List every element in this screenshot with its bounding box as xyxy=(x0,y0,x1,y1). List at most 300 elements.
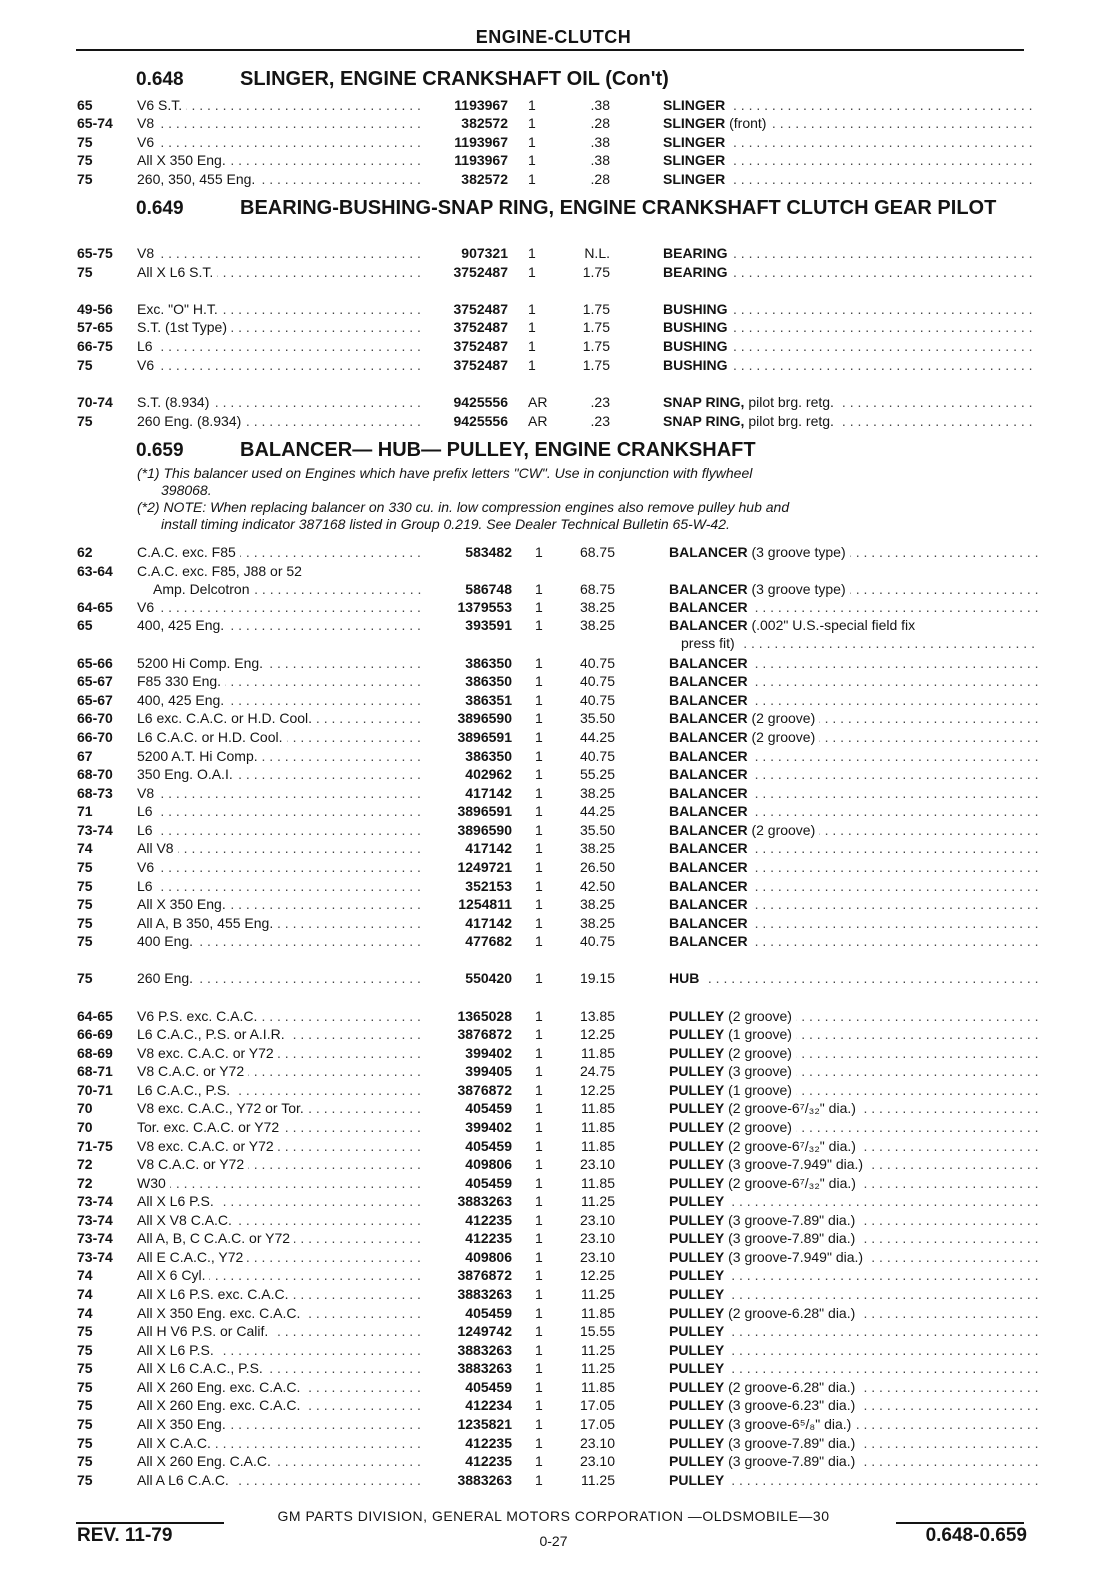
model-years: 65-74 xyxy=(77,115,113,131)
application xyxy=(137,96,422,114)
part-description xyxy=(669,1025,1039,1043)
part-description xyxy=(681,634,1039,652)
model-years: 75 xyxy=(77,171,93,187)
price: .38 xyxy=(590,134,610,150)
description-text xyxy=(669,878,752,894)
quantity: 1 xyxy=(528,301,536,317)
part-description xyxy=(669,765,1039,783)
application-text: All X L6 P.S. xyxy=(137,1342,218,1358)
part-number: 412235 xyxy=(465,1230,512,1246)
model-years: 75 xyxy=(77,896,93,912)
footer-page-number: 0-27 xyxy=(539,1533,568,1549)
part-detail: (2 groove-6⁷/₃₂" dia.) xyxy=(724,1175,856,1191)
part-row xyxy=(0,543,1107,561)
part-description xyxy=(669,1081,1039,1099)
part-number: 409806 xyxy=(465,1249,512,1265)
application-text: F85 330 Eng. xyxy=(137,673,225,689)
application-text: 400, 425 Eng. xyxy=(137,692,228,708)
part-name: BUSHING xyxy=(663,319,728,335)
application xyxy=(137,1434,422,1452)
part-description xyxy=(669,1285,1039,1303)
application xyxy=(137,1304,422,1322)
part-name: PULLEY xyxy=(669,1212,725,1228)
price: 68.75 xyxy=(579,581,615,597)
part-description xyxy=(669,598,1039,616)
part-detail: (2 groove) xyxy=(747,729,816,745)
description-text xyxy=(669,1249,867,1265)
application xyxy=(137,1341,422,1359)
part-description xyxy=(669,1155,1039,1173)
quantity: 1 xyxy=(535,933,543,949)
part-detail: (3 groove-7.949" dia.) xyxy=(724,1156,864,1172)
part-row xyxy=(0,412,1107,430)
price: 38.25 xyxy=(579,785,615,801)
part-description xyxy=(669,1229,1039,1247)
part-number: 405459 xyxy=(465,1379,512,1395)
model-years: 74 xyxy=(77,1267,93,1283)
price: 23.10 xyxy=(579,1212,615,1228)
quantity: 1 xyxy=(528,115,536,131)
part-name: SNAP RING, xyxy=(663,413,745,429)
section-number: 0.648 xyxy=(136,69,184,90)
part-name: BALANCER xyxy=(669,803,748,819)
part-description xyxy=(669,1211,1039,1229)
model-years: 75 xyxy=(77,357,93,373)
application xyxy=(137,1322,422,1340)
part-number: 1249742 xyxy=(457,1323,512,1339)
application xyxy=(137,654,422,672)
quantity: 1 xyxy=(535,617,543,633)
part-name: PULLEY xyxy=(669,1045,725,1061)
application xyxy=(137,318,422,336)
quantity: 1 xyxy=(535,581,543,597)
part-name: BALANCER xyxy=(669,766,748,782)
part-name: PULLEY xyxy=(669,1435,725,1451)
part-row xyxy=(0,616,1107,634)
part-number: 3876872 xyxy=(457,1267,512,1283)
part-number: 3883263 xyxy=(457,1360,512,1376)
part-row xyxy=(0,895,1107,913)
part-name: PULLEY xyxy=(669,1063,725,1079)
quantity: 1 xyxy=(535,1267,543,1283)
application-text: All X L6 C.A.C., P.S. xyxy=(137,1360,267,1376)
part-row xyxy=(0,1118,1107,1136)
part-row xyxy=(0,356,1107,374)
application-text: 5200 A.T. Hi Comp. xyxy=(137,748,262,764)
application xyxy=(137,709,422,727)
description-text xyxy=(669,710,819,726)
description-text xyxy=(669,785,752,801)
part-row xyxy=(0,1471,1107,1489)
quantity: 1 xyxy=(535,673,543,689)
part-detail: (2 groove) xyxy=(724,1008,792,1024)
part-detail: (2 groove) xyxy=(747,710,816,726)
price: 35.50 xyxy=(579,822,615,838)
quantity: 1 xyxy=(535,1453,543,1469)
part-description xyxy=(669,580,1039,598)
section-number: 0.649 xyxy=(136,198,184,219)
price: 19.15 xyxy=(579,970,615,986)
part-name: SLINGER xyxy=(663,97,726,113)
part-number: 3876872 xyxy=(457,1026,512,1042)
footer-publisher: GM PARTS DIVISION, GENERAL MOTORS CORPORATION —OLDSMOBILE—30 xyxy=(277,1508,830,1524)
application-text: 260 Eng. xyxy=(137,970,197,986)
price: 38.25 xyxy=(579,915,615,931)
price: 17.05 xyxy=(579,1397,615,1413)
description-text xyxy=(663,245,732,261)
quantity: 1 xyxy=(535,1100,543,1116)
part-name: BALANCER xyxy=(669,729,748,745)
application xyxy=(137,1044,422,1062)
application-text: V6 S.T. xyxy=(137,97,186,113)
quantity: 1 xyxy=(528,357,536,373)
application-text: All X 350 Eng. xyxy=(137,896,230,912)
model-years: 63-64 xyxy=(77,563,113,579)
price: 11.85 xyxy=(581,1138,615,1154)
application-text: All X V8 C.A.C. xyxy=(137,1212,236,1228)
quantity: 1 xyxy=(535,822,543,838)
part-description xyxy=(669,709,1039,727)
application-text: L6 xyxy=(137,338,157,354)
model-years: 75 xyxy=(77,878,93,894)
description-text xyxy=(663,152,729,168)
price: 13.85 xyxy=(579,1008,615,1024)
part-detail: (1 groove) xyxy=(724,1026,792,1042)
part-description xyxy=(669,654,1039,672)
section-title: BEARING-BUSHING-SNAP RING, ENGINE CRANKSHAFT CLUTCH GEAR PILOT xyxy=(240,197,997,219)
application xyxy=(137,1099,422,1117)
part-description xyxy=(669,747,1039,765)
part-number: 393591 xyxy=(465,617,512,633)
description-text xyxy=(669,803,752,819)
price: .38 xyxy=(590,152,610,168)
application-text: 400 Eng. xyxy=(137,933,197,949)
part-name: BEARING xyxy=(663,264,728,280)
part-name: PULLEY xyxy=(669,1360,725,1376)
part-detail: (1 groove) xyxy=(724,1082,792,1098)
part-name: BALANCER xyxy=(669,878,748,894)
part-row xyxy=(0,300,1107,318)
model-years: 73-74 xyxy=(77,1212,113,1228)
part-description xyxy=(669,1248,1039,1266)
description-text xyxy=(669,544,850,560)
note-line-continued: 398068. xyxy=(161,482,212,498)
description-text xyxy=(669,1212,859,1228)
model-years: 49-56 xyxy=(77,301,113,317)
part-row-continued xyxy=(0,580,1107,598)
part-description xyxy=(669,1434,1039,1452)
model-years: 64-65 xyxy=(77,1008,113,1024)
model-years: 65-67 xyxy=(77,692,113,708)
price: 23.10 xyxy=(579,1230,615,1246)
model-years: 75 xyxy=(77,152,93,168)
quantity: 1 xyxy=(535,1379,543,1395)
application xyxy=(137,244,422,262)
application-text: L6 xyxy=(137,822,157,838)
part-number: 1193967 xyxy=(454,152,508,168)
part-row xyxy=(0,747,1107,765)
part-number: 3896591 xyxy=(457,803,512,819)
part-name: BALANCER xyxy=(669,859,748,875)
part-name: PULLEY xyxy=(669,1397,725,1413)
price: 23.10 xyxy=(579,1435,615,1451)
part-number: 409806 xyxy=(465,1156,512,1172)
section-title: SLINGER, ENGINE CRANKSHAFT OIL (Con't) xyxy=(240,68,669,90)
part-row xyxy=(0,1322,1107,1340)
part-row xyxy=(0,821,1107,839)
description-text xyxy=(669,1156,867,1172)
part-number: 1379553 xyxy=(457,599,512,615)
part-number: 3883263 xyxy=(457,1472,512,1488)
part-description xyxy=(663,133,1033,151)
price: 40.75 xyxy=(579,692,615,708)
part-number: 3883263 xyxy=(457,1342,512,1358)
application-text: V8 exc. C.A.C. or Y72 xyxy=(137,1045,278,1061)
description-text xyxy=(669,915,752,931)
part-description xyxy=(663,170,1033,188)
application xyxy=(137,1155,422,1173)
part-description xyxy=(669,1099,1039,1117)
part-name: BALANCER xyxy=(669,692,748,708)
part-description xyxy=(669,1359,1039,1377)
note-line-continued: install timing indicator 387168 listed in Group 0.219. See Dealer Technical Bulletin 65-W-42. xyxy=(161,516,730,532)
application-text: V8 C.A.C. or Y72 xyxy=(137,1063,248,1079)
model-years: 68-71 xyxy=(77,1063,113,1079)
description-text xyxy=(669,970,703,986)
part-name: BALANCER xyxy=(669,544,748,560)
part-description xyxy=(669,691,1039,709)
application xyxy=(137,393,422,411)
part-name: SLINGER xyxy=(663,152,726,168)
part-name: PULLEY xyxy=(669,1156,725,1172)
quantity: 1 xyxy=(535,1138,543,1154)
part-row xyxy=(0,1396,1107,1414)
model-years: 66-70 xyxy=(77,710,113,726)
quantity: 1 xyxy=(535,766,543,782)
description-text xyxy=(669,840,752,856)
application-text: All X 350 Eng. xyxy=(137,1416,230,1432)
part-name: SLINGER xyxy=(663,171,726,187)
application xyxy=(153,580,422,598)
model-years: 65-75 xyxy=(77,245,113,261)
model-years: 74 xyxy=(77,1305,93,1321)
part-description xyxy=(669,616,1039,634)
price: 40.75 xyxy=(579,748,615,764)
part-name: PULLEY xyxy=(669,1119,725,1135)
section-heading xyxy=(0,440,1107,464)
description-text xyxy=(669,859,752,875)
part-row xyxy=(0,170,1107,188)
part-description xyxy=(669,1396,1039,1414)
application-text: All X 260 Eng. exc. C.A.C. xyxy=(137,1379,304,1395)
price: 24.75 xyxy=(579,1063,615,1079)
section-title: BALANCER— HUB— PULLEY, ENGINE CRANKSHAFT xyxy=(240,439,756,461)
page-header-title: ENGINE-CLUTCH xyxy=(475,27,632,47)
price: 11.25 xyxy=(581,1360,615,1376)
model-years: 73-74 xyxy=(77,1193,113,1209)
model-years: 70-74 xyxy=(77,394,113,410)
model-years: 75 xyxy=(77,1416,93,1432)
model-years: 65-67 xyxy=(77,673,113,689)
part-description xyxy=(669,1174,1039,1192)
footer-revision: REV. 11-79 xyxy=(77,1525,173,1546)
application xyxy=(137,747,422,765)
description-text xyxy=(669,729,819,745)
part-name: BALANCER xyxy=(669,748,748,764)
part-number: 9425556 xyxy=(453,394,508,410)
model-years: 74 xyxy=(77,1286,93,1302)
part-description xyxy=(669,1452,1039,1470)
quantity: 1 xyxy=(535,1156,543,1172)
description-text xyxy=(669,1193,728,1209)
price: 1.75 xyxy=(582,338,610,354)
application xyxy=(137,1007,422,1025)
application xyxy=(137,337,422,355)
part-description xyxy=(669,802,1039,820)
quantity: 1 xyxy=(535,915,543,931)
part-row xyxy=(0,914,1107,932)
price: 23.10 xyxy=(579,1249,615,1265)
quantity: AR xyxy=(528,394,548,410)
price: 1.75 xyxy=(582,357,610,373)
part-name: PULLEY xyxy=(669,1453,725,1469)
quantity: 1 xyxy=(535,1230,543,1246)
model-years: 68-73 xyxy=(77,785,113,801)
part-number: 1254811 xyxy=(458,896,512,912)
part-number: 412234 xyxy=(465,1397,512,1413)
part-row xyxy=(0,1192,1107,1210)
part-name: PULLEY xyxy=(669,1286,725,1302)
application xyxy=(137,263,422,281)
part-name: PULLEY xyxy=(669,1342,725,1358)
part-number: 9425556 xyxy=(453,413,508,429)
application-text: L6 xyxy=(137,878,157,894)
quantity: 1 xyxy=(535,1119,543,1135)
part-description xyxy=(663,318,1033,336)
part-row xyxy=(0,1211,1107,1229)
part-name: PULLEY xyxy=(669,1008,725,1024)
price: .23 xyxy=(590,413,610,429)
section-number: 0.659 xyxy=(136,440,184,461)
description-text xyxy=(669,1045,796,1061)
part-detail: (3 groove type) xyxy=(747,544,846,560)
part-number: 3752487 xyxy=(453,301,508,317)
part-description xyxy=(669,543,1039,561)
part-description xyxy=(663,114,1033,132)
part-number: 1365028 xyxy=(457,1008,512,1024)
part-row xyxy=(0,784,1107,802)
part-row xyxy=(0,1266,1107,1284)
application-text: Amp. Delcotron xyxy=(153,581,253,597)
footer-group-range: 0.648-0.659 xyxy=(925,1525,1027,1546)
part-detail: (3 groove-6⁵/₈" dia.) xyxy=(724,1416,852,1432)
price: 44.25 xyxy=(579,803,615,819)
application xyxy=(137,616,422,634)
part-number: 399405 xyxy=(465,1063,512,1079)
part-name: BALANCER xyxy=(669,599,748,615)
description-text xyxy=(669,1138,860,1154)
part-row xyxy=(0,114,1107,132)
part-name: BALANCER xyxy=(669,840,748,856)
part-name: PULLEY xyxy=(669,1175,725,1191)
quantity: 1 xyxy=(535,729,543,745)
application-text: C.A.C. exc. F85 xyxy=(137,544,240,560)
application-text: All A, B 350, 455 Eng. xyxy=(137,915,277,931)
part-description xyxy=(663,412,1033,430)
model-years: 68-70 xyxy=(77,766,113,782)
application-text: All X 350 Eng. xyxy=(137,152,230,168)
quantity: 1 xyxy=(535,1082,543,1098)
model-years: 73-74 xyxy=(77,1249,113,1265)
application-text: V6 xyxy=(137,357,158,373)
part-description xyxy=(669,839,1039,857)
quantity: 1 xyxy=(535,840,543,856)
price: 40.75 xyxy=(579,655,615,671)
part-description xyxy=(669,877,1039,895)
model-years: 75 xyxy=(77,933,93,949)
model-years: 66-70 xyxy=(77,729,113,745)
part-number: 386350 xyxy=(465,748,512,764)
part-name: PULLEY xyxy=(669,1472,725,1488)
application-text: All X 6 Cyl. xyxy=(137,1267,209,1283)
model-years: 65 xyxy=(77,97,93,113)
quantity: 1 xyxy=(535,1063,543,1079)
quantity: 1 xyxy=(535,1286,543,1302)
description-text xyxy=(669,617,919,633)
part-number: 399402 xyxy=(465,1119,512,1135)
application-text: C.A.C. exc. F85, J88 or 52 xyxy=(137,563,302,579)
part-row xyxy=(0,728,1107,746)
part-number: 3896591 xyxy=(457,729,512,745)
quantity: 1 xyxy=(535,692,543,708)
part-row xyxy=(0,654,1107,672)
part-detail: (2 groove) xyxy=(724,1119,792,1135)
description-text xyxy=(669,1230,859,1246)
part-number: 402962 xyxy=(465,766,512,782)
part-number: 3752487 xyxy=(453,338,508,354)
description-text xyxy=(663,357,732,373)
application-text: S.T. (8.934) xyxy=(137,394,213,410)
part-name: BUSHING xyxy=(663,338,728,354)
part-row xyxy=(0,858,1107,876)
part-name: BALANCER xyxy=(669,933,748,949)
part-name: BUSHING xyxy=(663,301,728,317)
description-text xyxy=(669,1323,728,1339)
application xyxy=(137,1118,422,1136)
quantity: 1 xyxy=(535,544,543,560)
quantity: 1 xyxy=(535,599,543,615)
application xyxy=(137,969,422,987)
part-row xyxy=(0,562,1107,580)
quantity: AR xyxy=(528,413,548,429)
description-text xyxy=(669,1305,859,1321)
part-number: 3883263 xyxy=(457,1286,512,1302)
price: 11.85 xyxy=(581,1175,615,1191)
price: 11.85 xyxy=(581,1045,615,1061)
application xyxy=(137,765,422,783)
application-text: All X 260 Eng. C.A.C. xyxy=(137,1453,275,1469)
part-number: 550420 xyxy=(465,970,512,986)
price: 12.25 xyxy=(579,1026,615,1042)
quantity: 1 xyxy=(535,710,543,726)
part-number: 3752487 xyxy=(453,264,508,280)
description-text xyxy=(669,1082,796,1098)
part-row xyxy=(0,263,1107,281)
part-description xyxy=(663,96,1033,114)
part-number: 3752487 xyxy=(453,357,508,373)
quantity: 1 xyxy=(535,878,543,894)
model-years: 70-71 xyxy=(77,1082,113,1098)
